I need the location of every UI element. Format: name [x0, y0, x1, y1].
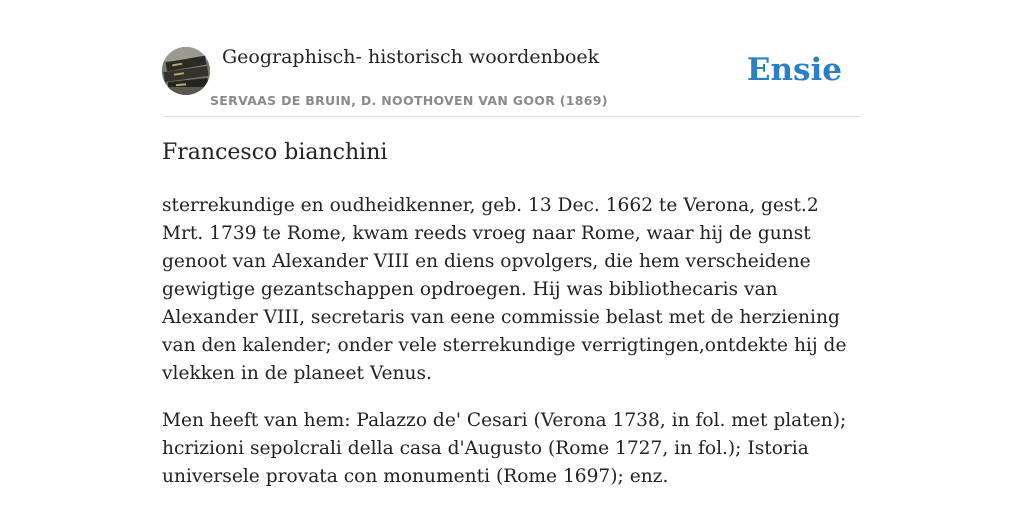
book-cover-icon[interactable] — [162, 47, 210, 95]
ensie-logo[interactable]: Ensie — [746, 52, 842, 88]
entry-paragraph: sterrekundige en oudheidkenner, geb. 13 Dec. 1662 te Verona, gest.2 Mrt. 1739 te Rome, kwam reeds vroeg naar Rome, waar hij de gunst genoot van Alexander VIII en diens opvolgers, die hem verscheidene gewigtige gezantschappen opdroegen. Hij was bibliothecaris van Alexander VIII, secretaris van eene commissie belast met de herziening van den kalender; onder vele sterrekundige verrigtingen,ontdekte hij de vlekken in de planeet Venus. — [162, 195, 847, 384]
book-authors: SERVAAS DE BRUIN, D. NOOTHOVEN VAN GOOR (1869) — [210, 93, 608, 108]
entry-paragraph: Men heeft van hem: Palazzo de' Cesari (Verona 1738, in fol. met platen); hcrizioni sepolcrali della casa d'Augusto (Rome 1727, in fol.); Istoria universele provata con monumenti (Rome 1697); enz. — [162, 410, 847, 487]
book-title[interactable]: Geographisch- historisch woordenboek — [222, 46, 600, 68]
book-cover-image — [162, 47, 210, 95]
book-header — [162, 46, 862, 117]
entry-title: Francesco bianchini — [162, 140, 388, 165]
entry-body — [162, 192, 862, 510]
